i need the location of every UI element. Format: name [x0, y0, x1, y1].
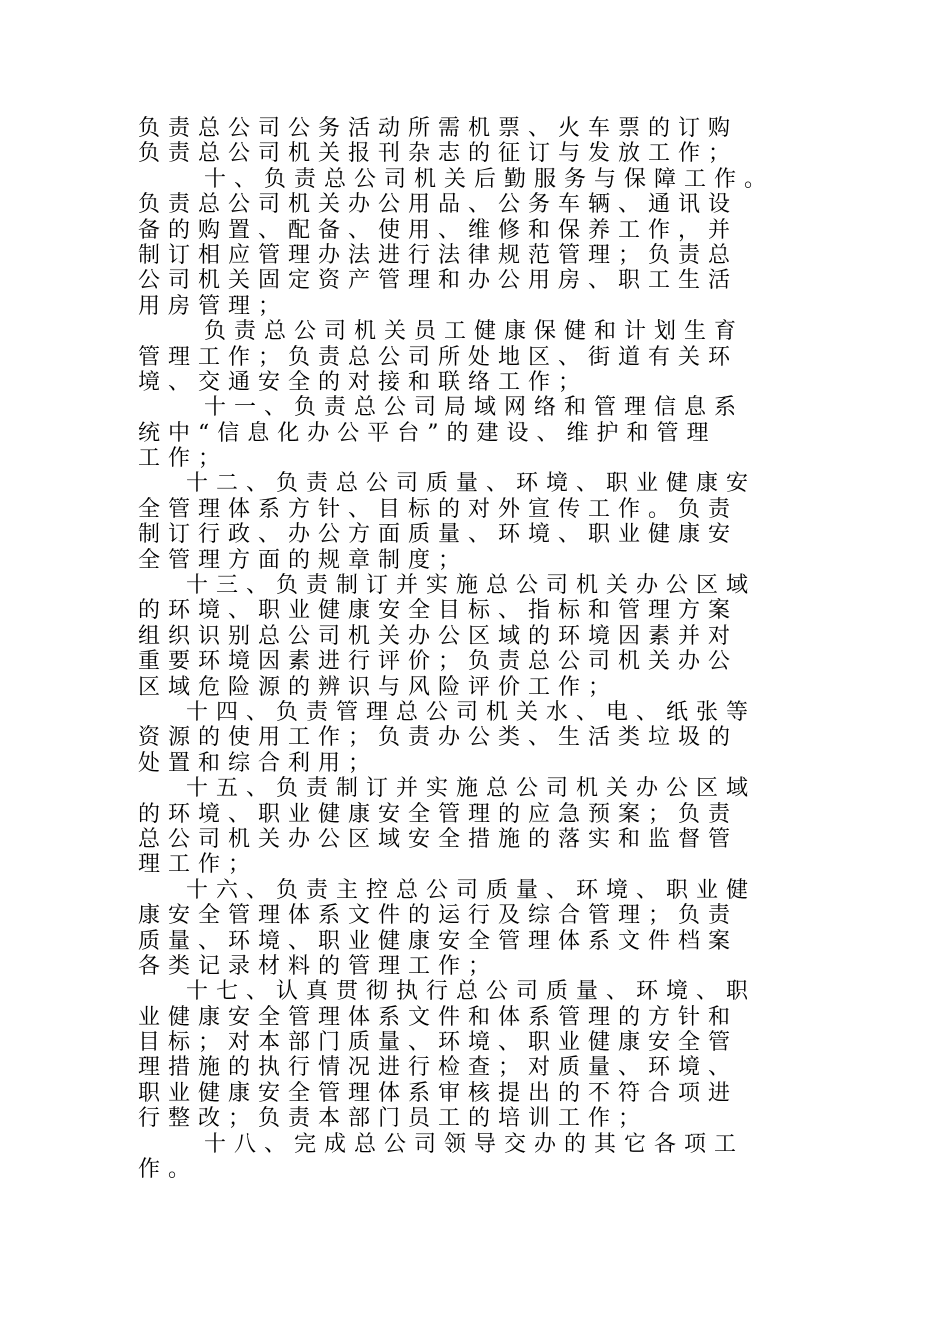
- document-line: 十五、负责制订并实施总公司机关办公区域: [186, 776, 757, 802]
- document-line: 制订行政、办公方面质量、环境、职业健康安: [138, 522, 739, 548]
- document-line: 备的购置、配备、使用、维修和保养工作，并: [138, 217, 739, 243]
- document-line: 负责总公司机关办公用品、公务车辆、通讯设: [138, 192, 739, 218]
- document-line: 十三、负责制订并实施总公司机关办公区域: [186, 573, 757, 599]
- document-line: 职业健康安全管理体系审核提出的不符合项进: [138, 1080, 739, 1106]
- document-line: 区域危险源的辨识与风险评价工作；: [138, 674, 619, 700]
- document-line: 十七、认真贯彻执行总公司质量、环境、职: [186, 979, 757, 1005]
- document-line: 负责总公司机关员工健康保健和计划生育: [204, 319, 745, 345]
- document-line: 作。: [138, 1157, 199, 1183]
- document-line: 十二、负责总公司质量、环境、职业健康安: [186, 471, 757, 497]
- document-line: 十六、负责主控总公司质量、环境、职业健: [186, 877, 757, 903]
- document-line: 目标；对本部门质量、环境、职业健康安全管: [138, 1030, 739, 1056]
- document-line: 十四、负责管理总公司机关水、电、纸张等: [186, 699, 757, 725]
- document-line: 业健康安全管理体系文件和体系管理的方针和: [138, 1004, 739, 1030]
- document-line: 全管理方面的规章制度；: [138, 547, 469, 573]
- document-line: 处置和综合利用；: [138, 750, 379, 776]
- document-line: 公司机关固定资产管理和办公用房、职工生活: [138, 268, 739, 294]
- document-line: 制订相应管理办法进行法律规范管理；负责总: [138, 242, 739, 268]
- document-body: [138, 116, 828, 1182]
- document-line: 十一、负责总公司局域网络和管理信息系: [204, 395, 745, 421]
- document-line: 十、负责总公司机关后勤服务与保障工作。: [204, 166, 775, 192]
- document-line: 境、交通安全的对接和联络工作；: [138, 369, 589, 395]
- document-line: 的环境、职业健康安全目标、指标和管理方案: [138, 598, 739, 624]
- document-line: 负责总公司公务活动所需机票、火车票的订购: [138, 116, 739, 141]
- document-line: 的环境、职业健康安全管理的应急预案；负责: [138, 801, 739, 827]
- document-line: 质量、环境、职业健康安全管理体系文件档案: [138, 928, 739, 954]
- document-line: 工作；: [138, 446, 229, 472]
- document-line: 资源的使用工作；负责办公类、生活类垃圾的: [138, 725, 739, 751]
- document-line: 用房管理；: [138, 293, 289, 319]
- document-line: 负责总公司机关报刊杂志的征订与发放工作；: [138, 141, 739, 167]
- document-line: 十八、完成总公司领导交办的其它各项工: [204, 1131, 745, 1157]
- document-line: 总公司机关办公区域安全措施的落实和监督管: [138, 826, 739, 852]
- document-line: 理措施的执行情况进行检查；对质量、环境、: [138, 1055, 739, 1081]
- document-line: 重要环境因素进行评价；负责总公司机关办公: [138, 649, 739, 675]
- document-line: 全管理体系方针、目标的对外宣传工作。负责: [138, 496, 739, 522]
- document-line: 理工作；: [138, 852, 259, 878]
- document-line: 组织识别总公司机关办公区域的环境因素并对: [138, 623, 739, 649]
- document-line: 康安全管理体系文件的运行及综合管理；负责: [138, 903, 739, 929]
- document-line: 各类记录材料的管理工作；: [138, 953, 499, 979]
- document-line: 行整改；负责本部门员工的培训工作；: [138, 1106, 649, 1132]
- document-line: 统中“信息化办公平台”的建设、维护和管理: [138, 420, 717, 446]
- document-line: 管理工作；负责总公司所处地区、街道有关环: [138, 344, 739, 370]
